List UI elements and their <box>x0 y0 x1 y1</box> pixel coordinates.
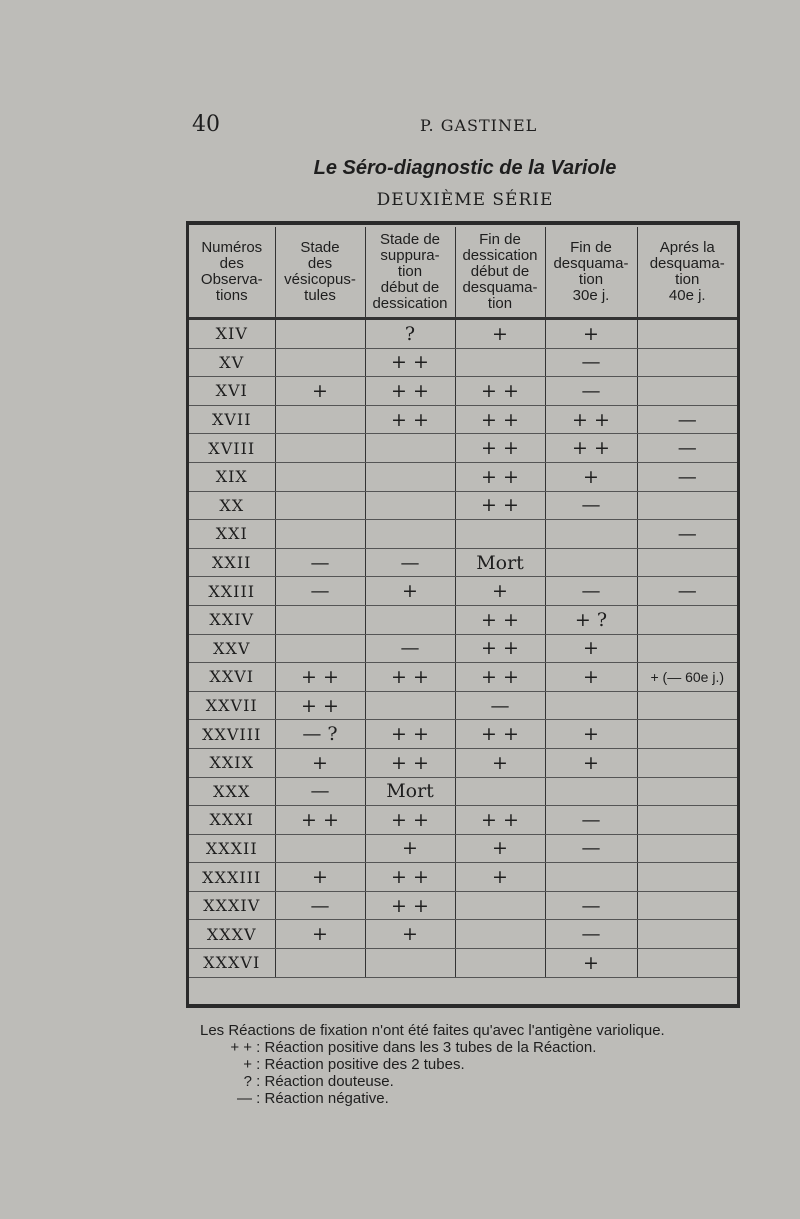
reaction-cell <box>545 777 637 806</box>
column-header-line: début de <box>380 279 440 296</box>
reaction-cell: + + <box>365 720 455 749</box>
reaction-cell: + + <box>365 891 455 920</box>
reaction-cell: + + <box>275 691 365 720</box>
column-header-line: 40e j. <box>668 287 706 304</box>
reaction-cell: + <box>275 748 365 777</box>
reaction-cell <box>365 434 455 463</box>
reaction-cell <box>637 491 737 520</box>
reaction-cell: — <box>545 491 637 520</box>
column-header-line: des <box>219 255 244 272</box>
reaction-cell <box>637 891 737 920</box>
observation-number-cell: XXVIII <box>189 720 275 749</box>
table-row <box>189 663 737 692</box>
column-header-line: début de <box>470 263 530 280</box>
table-row <box>189 806 737 835</box>
reaction-cell <box>455 520 545 549</box>
legend-text: : Réaction douteuse. <box>252 1073 394 1090</box>
table-row <box>189 434 737 463</box>
column-header-line: Numéros <box>201 239 263 256</box>
observation-number-cell: XXIX <box>189 748 275 777</box>
reaction-cell <box>365 491 455 520</box>
reaction-cell: + <box>455 748 545 777</box>
table-row <box>189 348 737 377</box>
table-header-row <box>189 227 737 319</box>
table-row <box>189 548 737 577</box>
reaction-cell: + + <box>545 434 637 463</box>
reaction-cell: + + <box>545 405 637 434</box>
reaction-cell: — <box>275 577 365 606</box>
reaction-cell: + + <box>455 720 545 749</box>
reaction-cell: — <box>637 520 737 549</box>
observation-number-cell: XXII <box>189 548 275 577</box>
observation-number-cell: XXI <box>189 520 275 549</box>
legend-item <box>200 1090 760 1107</box>
reaction-cell: Mort <box>455 548 545 577</box>
reaction-cell <box>275 434 365 463</box>
reaction-cell <box>275 949 365 978</box>
reaction-cell: + + <box>365 806 455 835</box>
reaction-cell: — <box>275 548 365 577</box>
reaction-cell: + + <box>365 748 455 777</box>
legend-text: : Réaction négative. <box>252 1090 389 1107</box>
reaction-cell: — <box>545 891 637 920</box>
reaction-cell <box>637 377 737 406</box>
reaction-cell <box>637 720 737 749</box>
legend-key: + <box>243 1056 252 1073</box>
reaction-cell: + ? <box>545 605 637 634</box>
observation-number-cell: XVIII <box>189 434 275 463</box>
reaction-cell: + + <box>455 605 545 634</box>
observation-number-cell: XXVII <box>189 691 275 720</box>
reaction-cell: + + <box>365 348 455 377</box>
reaction-cell <box>637 548 737 577</box>
column-header-line: desquama- <box>462 279 538 296</box>
reaction-cell: + <box>275 863 365 892</box>
document-title: Le Séro-diagnostic de la Variole <box>313 157 617 179</box>
table-row <box>189 405 737 434</box>
reaction-cell <box>275 520 365 549</box>
observation-number-cell: XXIV <box>189 605 275 634</box>
column-header <box>637 227 737 319</box>
column-header-line: tion <box>487 295 513 312</box>
table-row <box>189 891 737 920</box>
reaction-cell <box>545 691 637 720</box>
reaction-cell: — <box>545 348 637 377</box>
column-header-line: tion <box>397 263 423 280</box>
reaction-cell: + <box>545 663 637 692</box>
reaction-cell <box>455 348 545 377</box>
legend-key: + + <box>230 1039 252 1056</box>
column-header-line: dessication <box>372 295 448 312</box>
reaction-cell <box>637 634 737 663</box>
reaction-cell <box>637 319 737 349</box>
reaction-cell: + <box>545 462 637 491</box>
results-table <box>189 227 737 978</box>
reaction-cell <box>275 634 365 663</box>
column-header-line: tion <box>675 271 700 288</box>
page-number: 40 <box>192 112 220 137</box>
reaction-cell <box>275 319 365 349</box>
reaction-cell: — <box>637 462 737 491</box>
column-header-line: 30e j. <box>572 287 610 304</box>
table-row <box>189 520 737 549</box>
reaction-cell: + + <box>455 663 545 692</box>
reaction-cell: + <box>545 949 637 978</box>
reaction-cell: + <box>455 577 545 606</box>
series-subtitle: DEUXIÈME SÉRIE <box>376 190 554 210</box>
reaction-cell <box>275 834 365 863</box>
observation-number-cell: XXXIII <box>189 863 275 892</box>
table-row <box>189 720 737 749</box>
reaction-cell: — <box>637 577 737 606</box>
column-header-line: desquama- <box>553 255 629 272</box>
reaction-cell <box>637 949 737 978</box>
table-row <box>189 491 737 520</box>
reaction-cell <box>455 920 545 949</box>
reaction-cell: + + <box>365 663 455 692</box>
reaction-cell <box>365 520 455 549</box>
table-row <box>189 863 737 892</box>
reaction-cell: — <box>637 434 737 463</box>
reaction-cell: Mort <box>365 777 455 806</box>
column-header-line: des <box>307 255 333 272</box>
legend-text: : Réaction positive des 2 tubes. <box>252 1056 465 1073</box>
reaction-cell: — <box>365 548 455 577</box>
table-row <box>189 377 737 406</box>
reaction-cell: + + <box>455 634 545 663</box>
table-row <box>189 748 737 777</box>
reaction-cell: + + <box>455 434 545 463</box>
reaction-cell <box>637 605 737 634</box>
observation-number-cell: XXXV <box>189 920 275 949</box>
reaction-cell: + <box>365 920 455 949</box>
column-header-line: Aprés la <box>659 239 715 256</box>
column-header-line: tules <box>304 287 336 304</box>
reaction-cell: + <box>455 863 545 892</box>
observation-number-cell: XXXIV <box>189 891 275 920</box>
table-row <box>189 834 737 863</box>
reaction-cell: + + <box>365 377 455 406</box>
reaction-cell <box>637 748 737 777</box>
reaction-cell: + <box>455 319 545 349</box>
reaction-cell: — <box>545 806 637 835</box>
reaction-cell <box>637 691 737 720</box>
reaction-cell: + + <box>455 405 545 434</box>
column-header-line: Fin de <box>570 239 612 256</box>
reaction-cell <box>637 834 737 863</box>
reaction-cell: — <box>637 405 737 434</box>
reaction-cell <box>637 777 737 806</box>
table-row <box>189 777 737 806</box>
reaction-cell <box>637 348 737 377</box>
observation-number-cell: XV <box>189 348 275 377</box>
reaction-cell <box>365 462 455 491</box>
reaction-cell: + + <box>455 806 545 835</box>
reaction-cell: + <box>455 834 545 863</box>
table-row <box>189 462 737 491</box>
table-row <box>189 319 737 349</box>
reaction-cell: + + <box>455 377 545 406</box>
legend-key: ? <box>243 1073 252 1090</box>
observation-number-cell: XXV <box>189 634 275 663</box>
reaction-cell <box>275 491 365 520</box>
column-header <box>455 227 545 319</box>
running-head: P. GASTINEL <box>420 116 538 135</box>
reaction-cell: + <box>275 920 365 949</box>
observation-number-cell: XXIII <box>189 577 275 606</box>
column-header-line: Observa- <box>200 271 263 288</box>
reaction-cell: + (— 60e j.) <box>637 663 737 692</box>
reaction-cell: — <box>455 691 545 720</box>
observation-number-cell: XXVI <box>189 663 275 692</box>
reaction-cell: — <box>545 834 637 863</box>
reaction-cell <box>637 806 737 835</box>
observation-number-cell: XXXI <box>189 806 275 835</box>
reaction-cell <box>275 348 365 377</box>
legend-item <box>200 1056 760 1073</box>
observation-number-cell: XX <box>189 491 275 520</box>
column-header <box>189 227 275 319</box>
observation-number-cell: XIV <box>189 319 275 349</box>
reaction-cell: + + <box>455 491 545 520</box>
reaction-cell <box>455 777 545 806</box>
observation-number-cell: XXXII <box>189 834 275 863</box>
reaction-cell <box>365 605 455 634</box>
observation-number-cell: XVII <box>189 405 275 434</box>
legend-item <box>200 1073 760 1090</box>
reaction-cell <box>545 520 637 549</box>
reaction-cell: + <box>545 634 637 663</box>
page-header <box>192 112 732 142</box>
column-header <box>545 227 637 319</box>
table-row <box>189 577 737 606</box>
legend-items <box>200 1039 760 1107</box>
reaction-cell <box>275 605 365 634</box>
reaction-cell <box>455 891 545 920</box>
table-body <box>189 319 737 978</box>
observation-number-cell: XIX <box>189 462 275 491</box>
column-header <box>275 227 365 319</box>
table-row <box>189 605 737 634</box>
reaction-cell: + <box>545 748 637 777</box>
column-header-line: suppura- <box>380 247 440 264</box>
legend-item <box>200 1039 760 1056</box>
reaction-cell: — <box>545 577 637 606</box>
reaction-cell: + + <box>365 863 455 892</box>
reaction-cell: + <box>545 319 637 349</box>
reaction-cell: + <box>365 834 455 863</box>
reaction-cell <box>637 920 737 949</box>
reaction-cell: — <box>545 920 637 949</box>
reaction-cell: + + <box>455 462 545 491</box>
table-row <box>189 949 737 978</box>
reaction-cell <box>455 949 545 978</box>
column-header-line: dessication <box>462 247 538 264</box>
reaction-cell: + + <box>275 663 365 692</box>
table-row <box>189 920 737 949</box>
legend-key: — <box>237 1090 252 1107</box>
reaction-cell <box>637 863 737 892</box>
legend <box>200 1022 760 1107</box>
column-header-line: Stade <box>300 239 340 256</box>
column-header-line: Stade de <box>379 231 441 248</box>
reaction-cell: — <box>545 377 637 406</box>
reaction-cell <box>275 405 365 434</box>
column-header-line: tion <box>578 271 604 288</box>
reaction-cell: + <box>275 377 365 406</box>
reaction-cell <box>365 691 455 720</box>
column-header-line: vésicopus- <box>284 271 356 288</box>
column-header-line: tions <box>215 287 248 304</box>
column-header-line: desquama- <box>649 255 725 272</box>
reaction-cell: ? <box>365 319 455 349</box>
column-header-line: Fin de <box>479 231 521 248</box>
reaction-cell <box>545 863 637 892</box>
legend-note: Les Réactions de fixation n'ont été faites qu'avec l'antigène variolique. <box>200 1022 665 1039</box>
legend-text: : Réaction positive dans les 3 tubes de la Réaction. <box>252 1039 597 1056</box>
reaction-cell: + + <box>275 806 365 835</box>
observation-number-cell: XXXVI <box>189 949 275 978</box>
table-row <box>189 634 737 663</box>
column-header <box>365 227 455 319</box>
observation-number-cell: XVI <box>189 377 275 406</box>
reaction-cell: + <box>365 577 455 606</box>
reaction-cell <box>365 949 455 978</box>
reaction-cell: — ? <box>275 720 365 749</box>
reaction-cell <box>545 548 637 577</box>
reaction-cell: — <box>275 891 365 920</box>
reaction-cell: + + <box>365 405 455 434</box>
observation-number-cell: XXX <box>189 777 275 806</box>
reaction-cell: — <box>275 777 365 806</box>
table-row <box>189 691 737 720</box>
reaction-cell: — <box>365 634 455 663</box>
reaction-cell: + <box>545 720 637 749</box>
reaction-cell <box>275 462 365 491</box>
